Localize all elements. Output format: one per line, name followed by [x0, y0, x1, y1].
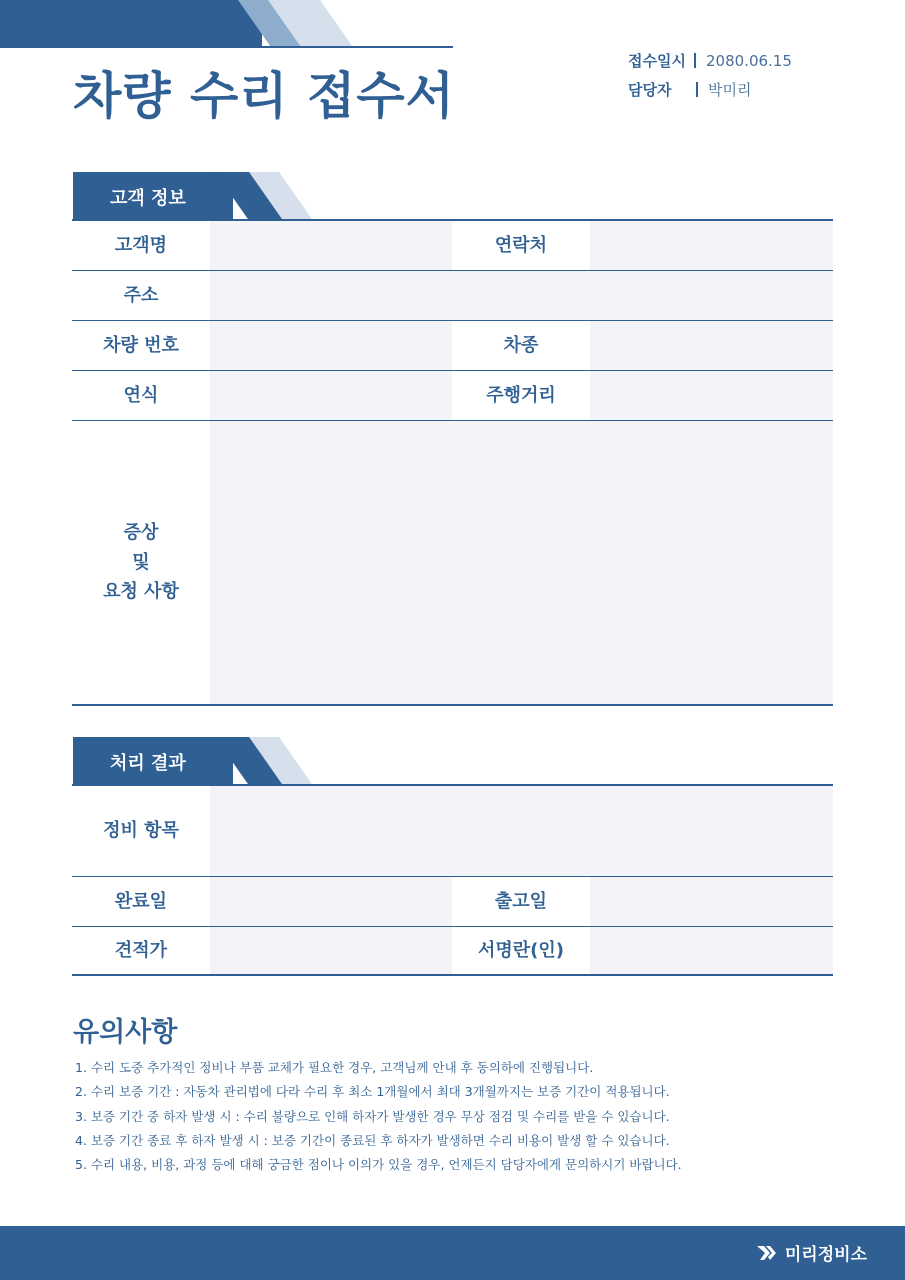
list-item: 3. 보증 기간 중 하자 발생 시 : 수리 불량으로 인해 하자가 발생한 경우 무상 점검 및 수리를 받을 수 있습니다.: [75, 1108, 670, 1124]
plate-number-field[interactable]: [210, 321, 452, 370]
service-items-label: 정비 항목: [72, 786, 210, 876]
completion-date-field[interactable]: [210, 877, 452, 926]
received-date-value: 2080.06.15: [706, 51, 792, 70]
address-field[interactable]: [210, 271, 833, 320]
customer-section-header: [73, 172, 313, 220]
brand: [755, 1240, 867, 1265]
manager-label: 담당자: [628, 81, 672, 99]
table-row: [72, 877, 833, 927]
customer-name-field[interactable]: [210, 221, 452, 270]
contact-field[interactable]: [590, 221, 833, 270]
release-date-field[interactable]: [590, 877, 833, 926]
list-item: 1. 수리 도중 추가적인 정비나 부품 교체가 필요한 경우, 고객님께 안내 후 동의하에 진행됩니다.: [75, 1060, 594, 1075]
table-row: [72, 321, 833, 371]
table-row: [72, 786, 833, 877]
symptom-request-label: [72, 421, 210, 704]
car-model-field[interactable]: [590, 321, 833, 370]
meta-divider: [696, 82, 698, 97]
mileage-field[interactable]: [590, 371, 833, 420]
symptom-label-line: 요청 사항: [103, 581, 179, 603]
header-underline: [0, 46, 453, 48]
table-row: [72, 371, 833, 421]
manager-row: [628, 79, 751, 100]
signature-label: 서명란(인): [452, 927, 590, 974]
brand-logo-icon: [755, 1242, 777, 1264]
symptom-label-line: 증상: [123, 521, 159, 543]
received-date-label: 접수일시: [628, 52, 686, 70]
footer-bar: [0, 1226, 905, 1280]
plate-number-label: 차량 번호: [72, 321, 210, 370]
address-label: 주소: [72, 271, 210, 320]
result-section-header: [73, 737, 313, 785]
manager-value: 박미리: [708, 81, 752, 99]
table-row: [72, 271, 833, 321]
notes-title: 유의사항: [73, 1017, 178, 1048]
signature-field[interactable]: [590, 927, 833, 974]
header-bar: [0, 0, 262, 47]
result-section-title: 처리 결과: [110, 753, 186, 774]
estimate-label: 견적가: [72, 927, 210, 974]
meta-divider: [694, 53, 696, 68]
service-items-field[interactable]: [210, 786, 833, 876]
completion-date-label: 완료일: [72, 877, 210, 926]
customer-name-label: 고객명: [72, 221, 210, 270]
result-table: [72, 784, 833, 976]
car-model-label: 차종: [452, 321, 590, 370]
notes-list: [75, 1056, 682, 1177]
estimate-field[interactable]: [210, 927, 452, 974]
table-row: [72, 421, 833, 704]
model-year-label: 연식: [72, 371, 210, 420]
release-date-label: 출고일: [452, 877, 590, 926]
brand-name: 미리정비소: [784, 1245, 867, 1265]
received-date-row: [628, 50, 792, 71]
list-item: 2. 수리 보증 기간 : 자동차 관리법에 다라 수리 후 최소 1개월에서 최대 3개월까지는 보증 기간이 적용됩니다.: [75, 1084, 670, 1100]
mileage-label: 주행거리: [452, 371, 590, 420]
model-year-field[interactable]: [210, 371, 452, 420]
symptom-request-field[interactable]: [210, 421, 833, 704]
list-item: 4. 보증 기간 종료 후 하자 발생 시 : 보증 기간이 종료된 후 하자가 발생하면 수리 비용이 발생 할 수 있습니다.: [75, 1132, 670, 1148]
list-item: 5. 수리 내용, 비용, 과정 등에 대해 궁금한 점이나 이의가 있을 경우, 언제든지 담당자에게 문의하시기 바랍니다.: [75, 1157, 682, 1173]
table-row: [72, 927, 833, 974]
table-row: [72, 221, 833, 271]
customer-section-title: 고객 정보: [110, 188, 186, 209]
contact-label: 연락처: [452, 221, 590, 270]
customer-info-table: [72, 219, 833, 706]
symptom-label-line: 및: [132, 551, 150, 573]
page-title: 차량 수리 접수서: [73, 67, 455, 125]
